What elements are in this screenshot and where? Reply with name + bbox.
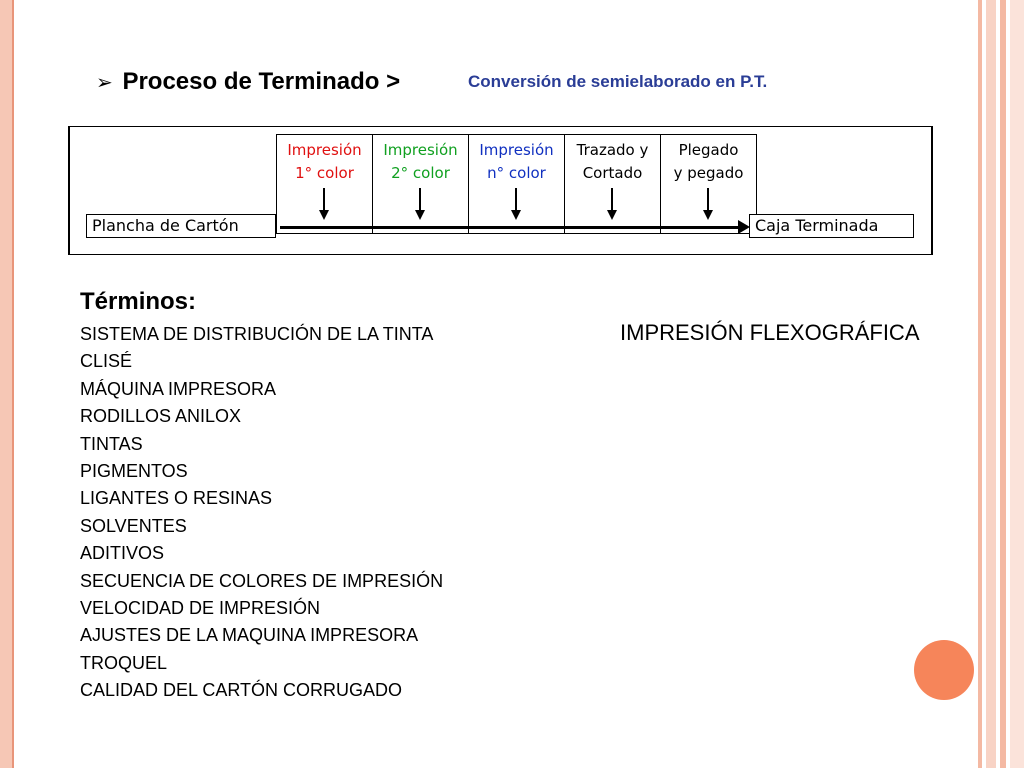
start-box: Plancha de Cartón: [86, 214, 276, 238]
slide-frame-right-stripe: [1010, 0, 1024, 768]
process-step-label: [565, 139, 660, 185]
process-step-label-line2: n° color: [487, 164, 546, 182]
slide-title: Proceso de Terminado >: [122, 68, 401, 95]
terms-heading: Términos:: [80, 288, 197, 315]
down-arrowhead-icon: [319, 210, 329, 220]
process-step-label-line1: Impresión: [383, 141, 458, 159]
process-step-label-line1: Impresión: [287, 141, 362, 159]
term-item: SECUENCIA DE COLORES DE IMPRESIÓN: [80, 570, 444, 591]
decorative-circle: [914, 640, 974, 700]
term-item: RODILLOS ANILOX: [80, 406, 242, 427]
process-step-label-line1: Trazado y: [576, 141, 649, 159]
term-item: ADITIVOS: [80, 543, 165, 564]
down-arrow-icon: [419, 188, 421, 210]
process-step-label-line1: Impresión: [479, 141, 554, 159]
down-arrowhead-icon: [607, 210, 617, 220]
down-arrowhead-icon: [511, 210, 521, 220]
process-step-label: [661, 139, 756, 185]
term-item: TROQUEL: [80, 652, 168, 673]
process-step-label-line2: 2° color: [391, 164, 450, 182]
down-arrowhead-icon: [703, 210, 713, 220]
process-step-label: [277, 139, 372, 185]
term-item: PIGMENTOS: [80, 461, 188, 482]
term-item: AJUSTES DE LA MAQUINA IMPRESORA: [80, 625, 419, 646]
slide-frame-left: [0, 0, 12, 768]
term-item: SISTEMA DE DISTRIBUCIÓN DE LA TINTA: [80, 324, 434, 344]
term-item: MÁQUINA IMPRESORA: [80, 378, 277, 399]
slide-title-row: [96, 68, 400, 96]
process-step-label-line2: y pegado: [673, 164, 744, 182]
term-item: TINTAS: [80, 433, 143, 454]
process-step-label: [373, 139, 468, 185]
side-label: IMPRESIÓN FLEXOGRÁFICA: [620, 320, 920, 345]
term-item: CLISÉ: [80, 351, 133, 372]
process-flow-line: [280, 226, 740, 229]
down-arrow-icon: [707, 188, 709, 210]
down-arrow-icon: [323, 188, 325, 210]
process-diagram: [68, 126, 931, 256]
process-step-label: [469, 139, 564, 185]
end-box: Caja Terminada: [749, 214, 914, 238]
terms-list: [80, 321, 443, 705]
down-arrowhead-icon: [415, 210, 425, 220]
bullet-arrow-icon: ➢: [96, 72, 113, 94]
down-arrow-icon: [611, 188, 613, 210]
slide-frame-right-stripe: [986, 0, 996, 768]
process-step-label-line2: Cortado: [582, 164, 643, 182]
process-step-label-line1: Plegado: [678, 141, 739, 159]
down-arrow-icon: [515, 188, 517, 210]
term-item: VELOCIDAD DE IMPRESIÓN: [80, 598, 321, 619]
term-item: LIGANTES O RESINAS: [80, 488, 273, 509]
slide-frame-right-stripe: [978, 0, 982, 768]
term-item: CALIDAD DEL CARTÓN CORRUGADO: [80, 680, 403, 701]
slide-frame-left-line: [12, 0, 14, 768]
slide-subtitle: Conversión de semielaborado en P.T.: [468, 72, 768, 91]
term-item: SOLVENTES: [80, 515, 187, 536]
process-step-label-line2: 1° color: [295, 164, 354, 182]
slide-frame-right-stripe: [1000, 0, 1006, 768]
